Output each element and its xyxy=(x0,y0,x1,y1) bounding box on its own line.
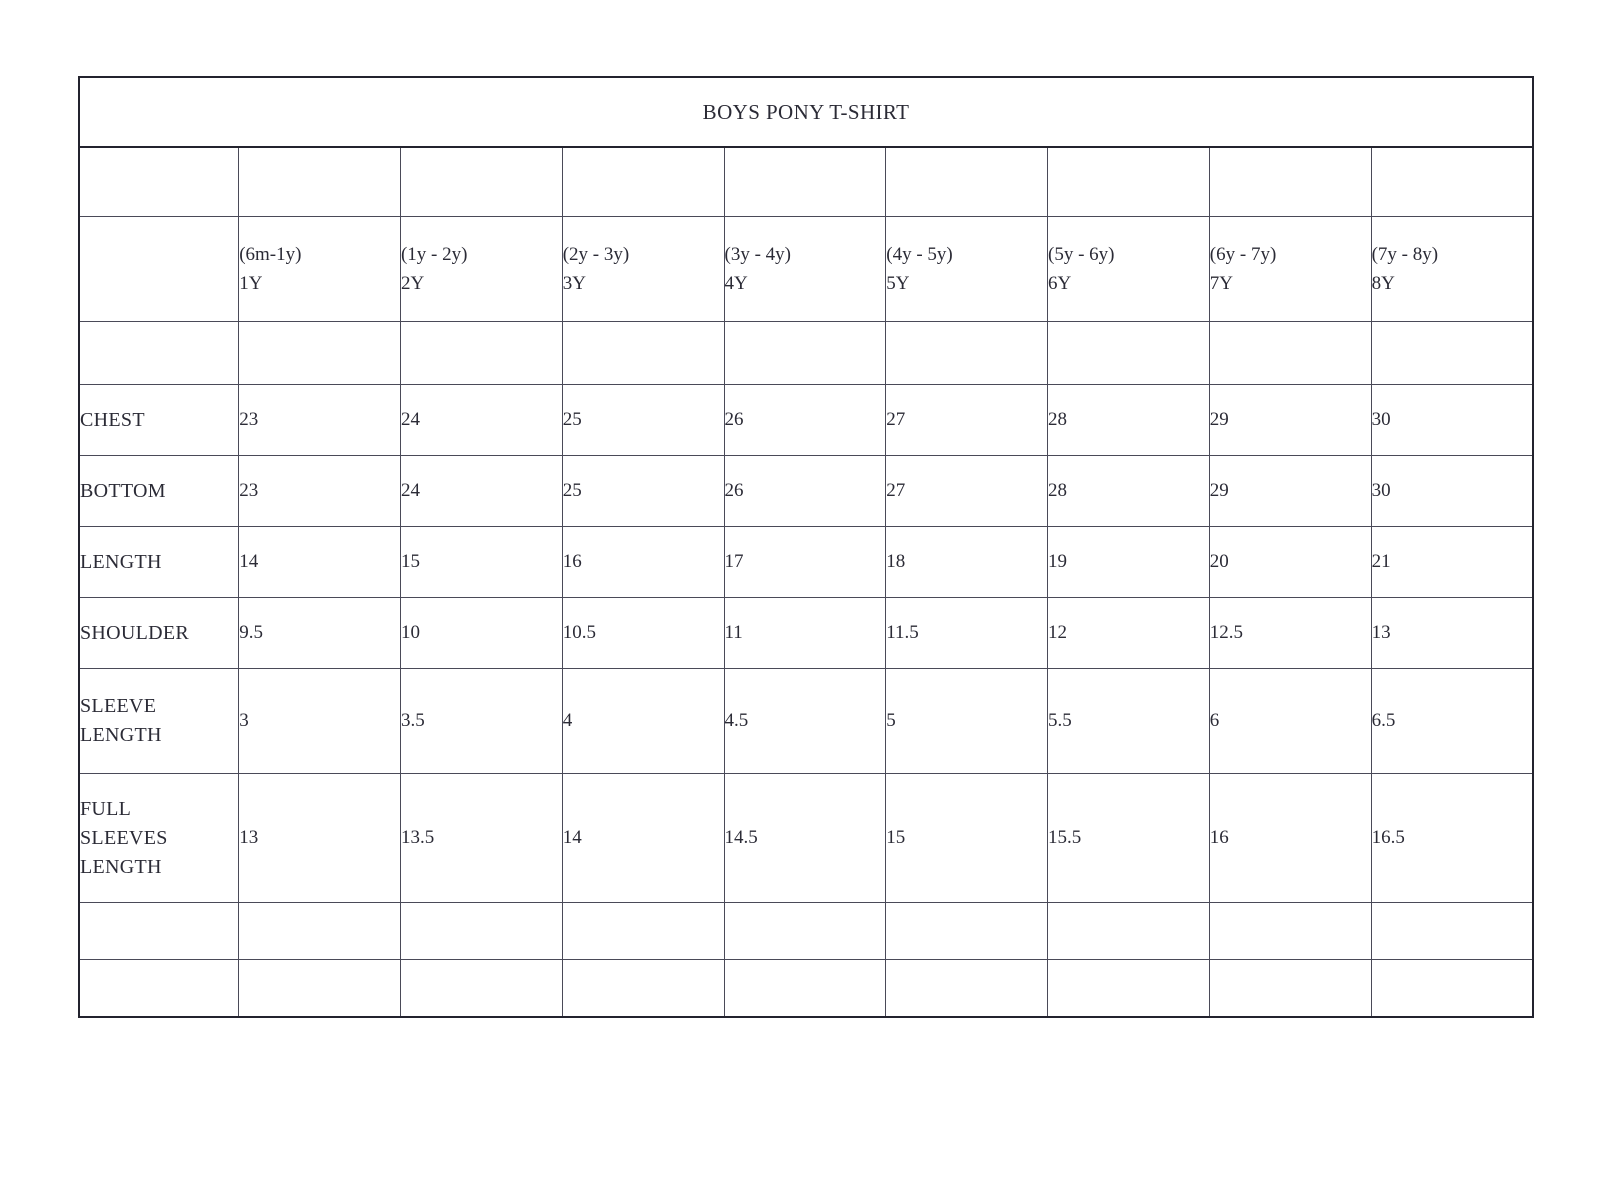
size-label: 7Y xyxy=(1209,273,1234,294)
label-line: LENGTH xyxy=(80,724,162,746)
spacer-row-under-header xyxy=(79,322,1533,385)
measurement-value: 14 xyxy=(562,774,724,903)
spacer-cell xyxy=(1209,960,1371,1018)
measurement-value: 25 xyxy=(562,456,724,527)
spacer-cell xyxy=(886,960,1048,1018)
age-range-label: (1y - 2y) xyxy=(400,243,468,265)
measurement-value: 10.5 xyxy=(562,598,724,669)
size-header-3y xyxy=(562,217,724,322)
measurement-value: 15 xyxy=(886,774,1048,903)
label-line: LENGTH xyxy=(80,855,162,878)
table-row xyxy=(79,598,1533,669)
table-row xyxy=(79,385,1533,456)
spacer-cell xyxy=(79,960,239,1018)
spacer-cell xyxy=(724,903,886,960)
measurement-value: 16 xyxy=(562,527,724,598)
measurement-value: 19 xyxy=(1048,527,1210,598)
spacer-row-top xyxy=(79,147,1533,217)
label-line: SLEEVE xyxy=(80,695,157,717)
size-header-4y xyxy=(724,217,886,322)
measurement-value: 13 xyxy=(239,774,401,903)
spacer-cell xyxy=(239,960,401,1018)
size-label: 3Y xyxy=(562,273,586,294)
measurement-value: 4 xyxy=(562,669,724,774)
measurement-value: 13.5 xyxy=(400,774,562,903)
size-header-2y xyxy=(400,217,562,322)
header-corner-cell xyxy=(79,217,239,322)
spacer-cell xyxy=(79,147,239,217)
label-line: SLEEVES xyxy=(80,826,168,849)
spacer-cell xyxy=(1209,322,1371,385)
measurement-value: 12 xyxy=(1048,598,1210,669)
measurement-value: 14 xyxy=(239,527,401,598)
size-header-6y xyxy=(1048,217,1210,322)
measurement-value: 15 xyxy=(400,527,562,598)
spacer-cell xyxy=(562,147,724,217)
title-row xyxy=(79,77,1533,147)
measurement-value: 11.5 xyxy=(886,598,1048,669)
measurement-value: 23 xyxy=(239,456,401,527)
spacer-cell xyxy=(1371,960,1533,1018)
measurement-value: 4.5 xyxy=(724,669,886,774)
measurement-value: 26 xyxy=(724,456,886,527)
spacer-cell xyxy=(1209,903,1371,960)
age-range-label: (5y - 6y) xyxy=(1048,243,1115,265)
spacer-cell xyxy=(886,147,1048,217)
spacer-row-bottom-1 xyxy=(79,903,1533,960)
measurement-value: 29 xyxy=(1209,456,1371,527)
spacer-cell xyxy=(239,322,401,385)
measurement-value: 5 xyxy=(886,669,1048,774)
size-chart-sheet xyxy=(78,76,1534,1018)
size-chart-table xyxy=(78,76,1534,1018)
spacer-cell xyxy=(239,147,401,217)
measurement-value: 30 xyxy=(1371,456,1533,527)
spacer-cell xyxy=(562,322,724,385)
age-range-label: (3y - 4y) xyxy=(724,243,791,265)
age-range-label: (7y - 8y) xyxy=(1371,243,1439,265)
spacer-cell xyxy=(400,903,562,960)
spacer-cell xyxy=(724,147,886,217)
spacer-cell xyxy=(886,903,1048,960)
spacer-cell xyxy=(1209,147,1371,217)
spacer-cell xyxy=(1371,147,1533,217)
measurement-value: 5.5 xyxy=(1048,669,1210,774)
size-label: 5Y xyxy=(886,273,910,294)
size-label: 6Y xyxy=(1048,273,1072,294)
spacer-cell xyxy=(562,960,724,1018)
size-header-8y xyxy=(1371,217,1533,322)
size-header-1y xyxy=(239,217,401,322)
spacer-cell xyxy=(1048,147,1210,217)
spacer-row-bottom-2 xyxy=(79,960,1533,1018)
measurement-value: 6.5 xyxy=(1371,669,1533,774)
measurement-value: 3.5 xyxy=(400,669,562,774)
size-header-5y xyxy=(886,217,1048,322)
measurement-value: 3 xyxy=(239,669,401,774)
measurement-label-bottom: BOTTOM xyxy=(79,456,239,527)
age-range-label: (4y - 5y) xyxy=(886,243,953,265)
size-header-7y xyxy=(1209,217,1371,322)
measurement-value: 6 xyxy=(1209,669,1371,774)
spacer-cell xyxy=(724,322,886,385)
measurement-value: 27 xyxy=(886,456,1048,527)
age-range-label: (6y - 7y) xyxy=(1209,243,1277,265)
measurement-value: 29 xyxy=(1209,385,1371,456)
table-row xyxy=(79,774,1533,903)
measurement-label-full-sleeves-length xyxy=(79,774,239,903)
measurement-value: 20 xyxy=(1209,527,1371,598)
measurement-label-shoulder: SHOULDER xyxy=(79,598,239,669)
spacer-cell xyxy=(239,903,401,960)
size-label: 8Y xyxy=(1371,273,1395,294)
measurement-value: 15.5 xyxy=(1048,774,1210,903)
table-row xyxy=(79,669,1533,774)
measurement-label-chest: CHEST xyxy=(79,385,239,456)
spacer-cell xyxy=(400,322,562,385)
table-row xyxy=(79,527,1533,598)
size-label: 4Y xyxy=(724,273,748,294)
measurement-value: 24 xyxy=(400,456,562,527)
measurement-value: 28 xyxy=(1048,456,1210,527)
table-row xyxy=(79,456,1533,527)
measurement-label-length: LENGTH xyxy=(79,527,239,598)
size-label: 1Y xyxy=(239,273,263,294)
measurement-value: 24 xyxy=(400,385,562,456)
spacer-cell xyxy=(724,960,886,1018)
spacer-cell xyxy=(400,147,562,217)
spacer-cell xyxy=(1048,960,1210,1018)
measurement-value: 21 xyxy=(1371,527,1533,598)
spacer-cell xyxy=(1048,322,1210,385)
measurement-label-sleeve-length xyxy=(79,669,239,774)
spacer-cell xyxy=(400,960,562,1018)
document-title: BOYS PONY T-SHIRT xyxy=(79,77,1533,147)
spacer-cell xyxy=(1048,903,1210,960)
measurement-value: 18 xyxy=(886,527,1048,598)
measurement-value: 14.5 xyxy=(724,774,886,903)
measurement-value: 13 xyxy=(1371,598,1533,669)
measurement-value: 16 xyxy=(1209,774,1371,903)
measurement-value: 25 xyxy=(562,385,724,456)
measurement-value: 26 xyxy=(724,385,886,456)
age-range-label: (2y - 3y) xyxy=(562,243,630,265)
measurement-value: 12.5 xyxy=(1209,598,1371,669)
spacer-cell xyxy=(886,322,1048,385)
measurement-value: 30 xyxy=(1371,385,1533,456)
measurement-value: 23 xyxy=(239,385,401,456)
size-header-row xyxy=(79,217,1533,322)
label-line: FULL xyxy=(80,797,132,820)
spacer-cell xyxy=(562,903,724,960)
measurement-value: 28 xyxy=(1048,385,1210,456)
spacer-cell xyxy=(1371,322,1533,385)
size-label: 2Y xyxy=(400,273,425,294)
spacer-cell xyxy=(79,903,239,960)
age-range-label: (6m-1y) xyxy=(239,243,302,265)
spacer-cell xyxy=(1371,903,1533,960)
measurement-value: 9.5 xyxy=(239,598,401,669)
spacer-cell xyxy=(79,322,239,385)
measurement-value: 11 xyxy=(724,598,886,669)
measurement-value: 17 xyxy=(724,527,886,598)
measurement-value: 16.5 xyxy=(1371,774,1533,903)
measurement-value: 10 xyxy=(400,598,562,669)
measurement-value: 27 xyxy=(886,385,1048,456)
